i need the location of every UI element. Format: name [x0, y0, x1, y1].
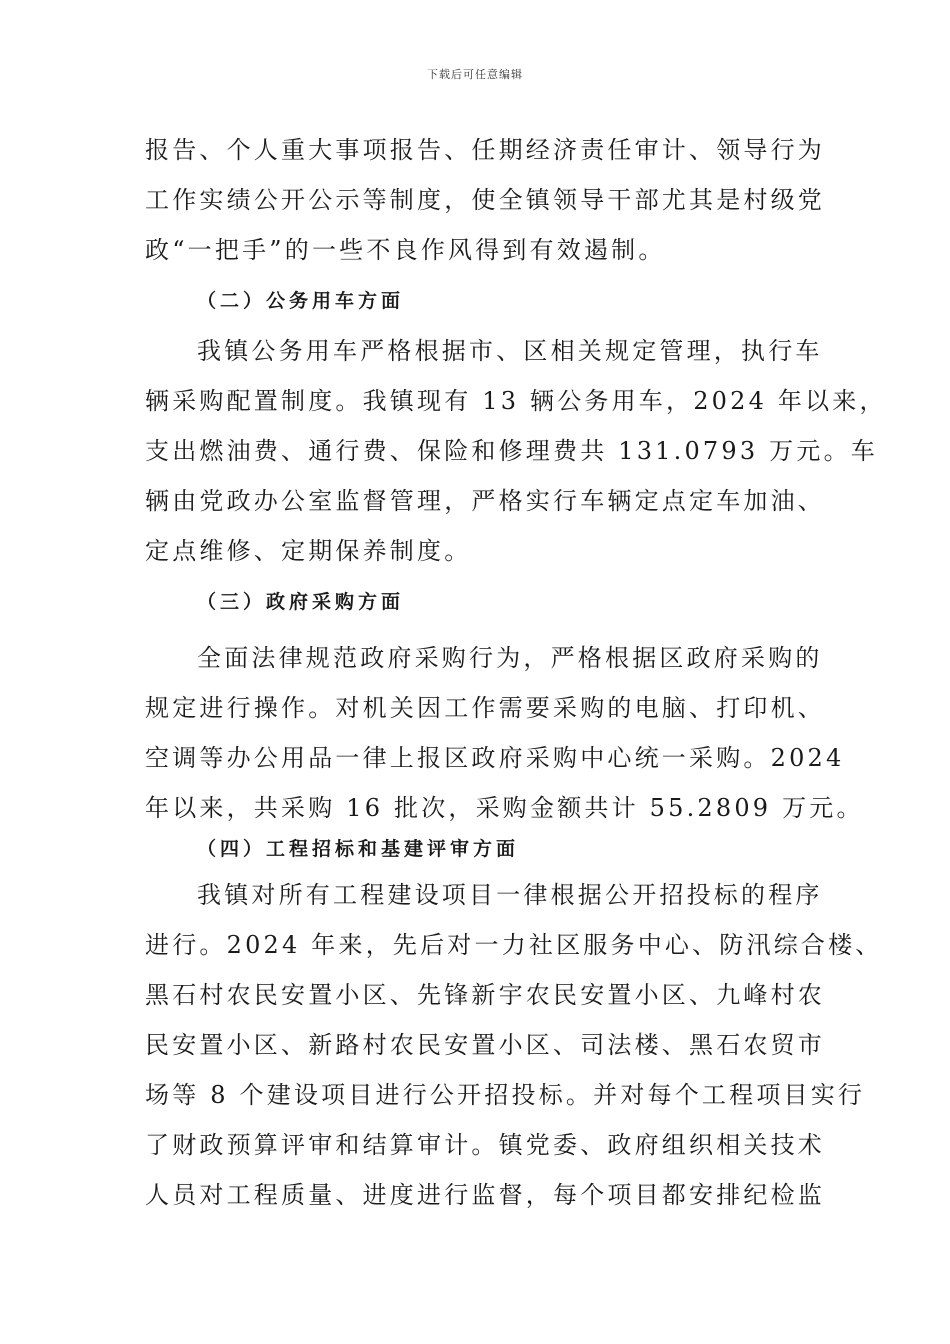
- paragraph-line: 辆采购配置制度。我镇现有 13 辆公务用车，2024 年以来，: [145, 387, 887, 415]
- page-header-note: 下载后可任意编辑: [427, 68, 523, 81]
- paragraph-line: 全面法律规范政府采购行为，严格根据区政府采购的: [197, 644, 823, 672]
- paragraph-line: 我镇公务用车严格根据市、区相关规定管理，执行车: [197, 337, 823, 365]
- paragraph-line: 场等 8 个建设项目进行公开招投标。并对每个工程项目实行: [145, 1081, 866, 1109]
- paragraph-line: 工作实绩公开公示等制度，使全镇领导干部尤其是村级党: [145, 186, 825, 214]
- paragraph-line: 民安置小区、新路村农民安置小区、司法楼、黑石农贸市: [145, 1031, 825, 1059]
- section-heading: （二）公务用车方面: [197, 290, 405, 312]
- paragraph-line: 支出燃油费、通行费、保险和修理费共 131.0793 万元。车: [145, 437, 878, 465]
- paragraph-line: 年以来，共采购 16 批次，采购金额共计 55.2809 万元。: [145, 794, 864, 822]
- paragraph-line: 人员对工程质量、进度进行监督，每个项目都安排纪检监: [145, 1181, 825, 1209]
- paragraph-line: 辆由党政办公室监督管理，严格实行车辆定点定车加油、: [145, 487, 825, 515]
- paragraph-line: 进行。2024 年来，先后对一力社区服务中心、防汛综合楼、: [145, 931, 883, 959]
- paragraph-line: 黑石村农民安置小区、先锋新宇农民安置小区、九峰村农: [145, 981, 825, 1009]
- paragraph-line: 了财政预算评审和结算审计。镇党委、政府组织相关技术: [145, 1131, 825, 1159]
- paragraph-line: 我镇对所有工程建设项目一律根据公开招投标的程序: [197, 881, 823, 909]
- paragraph-line: 规定进行操作。对机关因工作需要采购的电脑、打印机、: [145, 694, 825, 722]
- paragraph-line: 报告、个人重大事项报告、任期经济责任审计、领导行为: [145, 136, 825, 164]
- paragraph-line: 空调等办公用品一律上报区政府采购中心统一采购。2024: [145, 744, 845, 772]
- paragraph-line: 政“一把手”的一些不良作风得到有效遏制。: [145, 236, 666, 264]
- section-heading: （三）政府采购方面: [197, 591, 405, 613]
- section-heading: （四）工程招标和基建评审方面: [197, 838, 520, 860]
- paragraph-line: 定点维修、定期保养制度。: [145, 537, 472, 565]
